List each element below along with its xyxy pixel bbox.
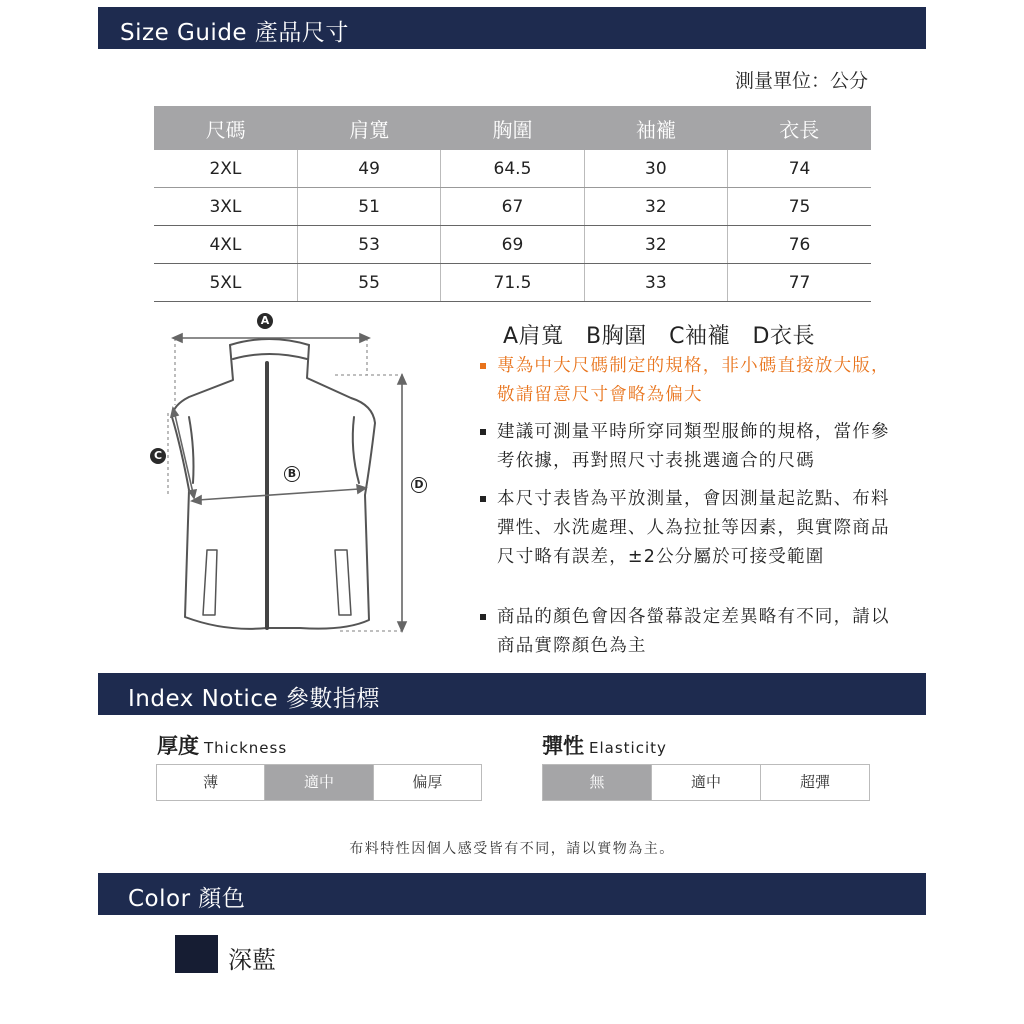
thickness-label: 厚度 Thickness [157, 734, 288, 758]
col-header-armhole: 袖襱 [584, 106, 727, 150]
marker-b: B [284, 466, 300, 482]
table-row [154, 150, 871, 188]
index-notice-header [98, 673, 926, 715]
table-row [154, 264, 871, 302]
elasticity-option-none: 無 [543, 765, 652, 800]
table-cell: 77 [728, 264, 871, 302]
bullet-square-icon [480, 429, 486, 435]
elasticity-label: 彈性 Elasticity [542, 734, 667, 758]
fabric-note: 布料特性因個人感受皆有不同，請以實物為主。 [349, 841, 675, 857]
table-cell: 32 [584, 226, 727, 264]
table-cell: 51 [297, 188, 440, 226]
bullet-square-icon [480, 614, 486, 620]
thickness-scale [156, 764, 482, 801]
table-cell: 33 [584, 264, 727, 302]
table-cell: 2XL [154, 150, 297, 188]
col-header-shoulder: 肩寬 [297, 106, 440, 150]
table-cell: 49 [297, 150, 440, 188]
table-cell: 71.5 [441, 264, 584, 302]
color-header [98, 873, 926, 915]
elasticity-option-super: 超彈 [799, 773, 830, 791]
marker-c: C [150, 448, 166, 464]
table-cell: 75 [728, 188, 871, 226]
size-guide-title: Size Guide 產品尺寸 [120, 20, 349, 46]
table-row [154, 226, 871, 264]
note-flat-measurement: 本尺寸表皆為平放測量，會因測量起訖點、布料彈性、水洗處理、人為拉扯等因素，與實際商品尺寸略有誤差，±2公分屬於可接受範圍 [480, 485, 892, 572]
color-title: Color 顏色 [128, 886, 246, 912]
table-cell: 3XL [154, 188, 297, 226]
table-cell: 67 [441, 188, 584, 226]
table-cell: 64.5 [441, 150, 584, 188]
elasticity-scale [542, 764, 870, 801]
color-name: 深藍 [228, 946, 276, 974]
marker-d: D [411, 477, 427, 493]
measurement-legend: A肩寬 B胸圍 C袖襱 D衣長 [503, 324, 815, 349]
thickness-option-thick: 偏厚 [412, 773, 443, 791]
note-oversize: 專為中大尺碼制定的規格，非小碼直接放大版，敬請留意尺寸會略為偏大 [480, 352, 890, 410]
table-cell: 53 [297, 226, 440, 264]
bullet-square-icon [480, 363, 486, 369]
size-guide-header [98, 7, 926, 49]
col-header-chest: 胸圍 [441, 106, 584, 150]
col-header-size: 尺碼 [154, 106, 297, 150]
table-cell: 74 [728, 150, 871, 188]
size-table [154, 106, 871, 302]
table-cell: 76 [728, 226, 871, 264]
size-table-header-row [154, 106, 871, 150]
marker-a: A [257, 313, 273, 329]
note-measure-reference: 建議可測量平時所穿同類型服飾的規格，當作參考依據，再對照尺寸表挑選適合的尺碼 [480, 418, 892, 476]
note-color-difference: 商品的顏色會因各螢幕設定差異略有不同，請以商品實際顏色為主 [480, 603, 892, 661]
thickness-option-thin: 薄 [157, 765, 265, 800]
table-cell: 4XL [154, 226, 297, 264]
table-cell: 30 [584, 150, 727, 188]
table-row [154, 188, 871, 226]
vest-measurement-diagram [155, 305, 455, 650]
bullet-square-icon [480, 496, 486, 502]
measurement-unit: 測量單位：公分 [735, 70, 869, 92]
table-cell: 32 [584, 188, 727, 226]
color-swatch [175, 935, 218, 973]
thickness-option-medium: 適中 [265, 765, 373, 800]
table-cell: 69 [441, 226, 584, 264]
index-notice-title: Index Notice 參數指標 [128, 686, 380, 712]
col-header-length: 衣長 [728, 106, 871, 150]
elasticity-option-medium: 適中 [652, 765, 761, 800]
table-cell: 55 [297, 264, 440, 302]
table-cell: 5XL [154, 264, 297, 302]
